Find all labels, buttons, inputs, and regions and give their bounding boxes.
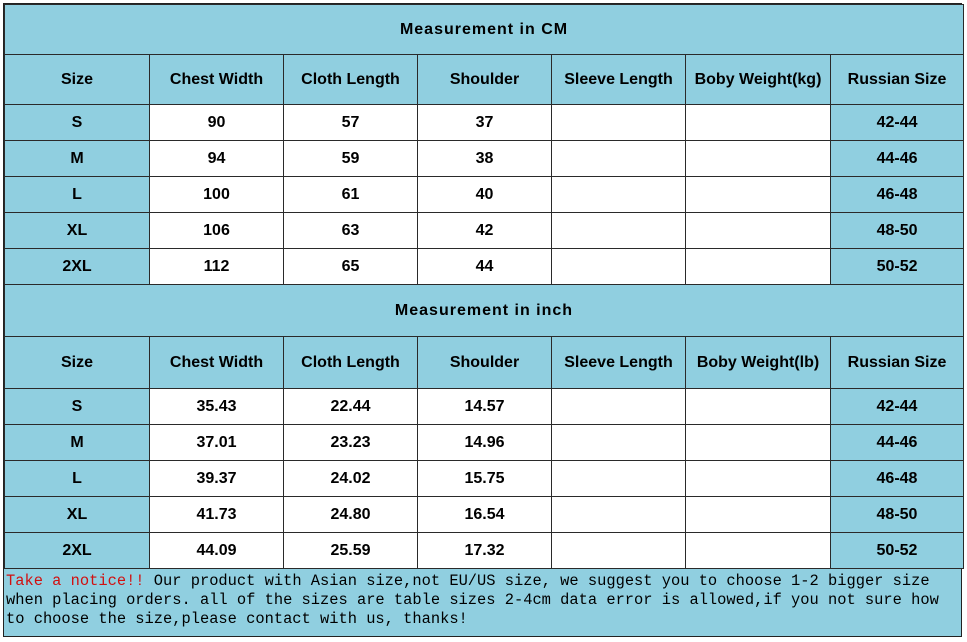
chest-width-cell: 37.01	[150, 425, 284, 461]
russian-size-cell: 44-46	[831, 141, 964, 177]
size-cell: M	[5, 425, 150, 461]
cm-size-table	[4, 4, 964, 285]
header-chest-width: Chest Width	[150, 337, 284, 389]
sleeve-length-cell	[552, 425, 686, 461]
russian-size-cell: 42-44	[831, 105, 964, 141]
sleeve-length-cell	[552, 177, 686, 213]
chest-width-cell: 94	[150, 141, 284, 177]
cm-header-row	[5, 55, 964, 105]
header-russian-size: Russian Size	[831, 55, 964, 105]
body-weight-cell	[686, 141, 831, 177]
body-weight-cell	[686, 497, 831, 533]
header-body-weight: Boby Weight(kg)	[686, 55, 831, 105]
shoulder-cell: 38	[418, 141, 552, 177]
cloth-length-cell: 24.02	[284, 461, 418, 497]
header-size: Size	[5, 337, 150, 389]
cloth-length-cell: 22.44	[284, 389, 418, 425]
cloth-length-cell: 23.23	[284, 425, 418, 461]
russian-size-cell: 46-48	[831, 461, 964, 497]
cloth-length-cell: 65	[284, 249, 418, 285]
russian-size-cell: 50-52	[831, 533, 964, 569]
size-cell: L	[5, 461, 150, 497]
russian-size-cell: 48-50	[831, 497, 964, 533]
body-weight-cell	[686, 213, 831, 249]
russian-size-cell: 48-50	[831, 213, 964, 249]
sleeve-length-cell	[552, 533, 686, 569]
table-row	[5, 425, 964, 461]
body-weight-cell	[686, 389, 831, 425]
header-russian-size: Russian Size	[831, 337, 964, 389]
body-weight-cell	[686, 105, 831, 141]
shoulder-cell: 17.32	[418, 533, 552, 569]
sleeve-length-cell	[552, 249, 686, 285]
cm-table-title: Measurement in CM	[5, 5, 964, 55]
table-row	[5, 141, 964, 177]
sleeve-length-cell	[552, 461, 686, 497]
header-shoulder: Shoulder	[418, 337, 552, 389]
body-weight-cell	[686, 249, 831, 285]
sleeve-length-cell	[552, 105, 686, 141]
cloth-length-cell: 59	[284, 141, 418, 177]
size-cell: S	[5, 105, 150, 141]
sleeve-length-cell	[552, 213, 686, 249]
chest-width-cell: 39.37	[150, 461, 284, 497]
chest-width-cell: 44.09	[150, 533, 284, 569]
cloth-length-cell: 57	[284, 105, 418, 141]
russian-size-cell: 44-46	[831, 425, 964, 461]
chest-width-cell: 112	[150, 249, 284, 285]
sleeve-length-cell	[552, 141, 686, 177]
russian-size-cell: 50-52	[831, 249, 964, 285]
chest-width-cell: 41.73	[150, 497, 284, 533]
chest-width-cell: 106	[150, 213, 284, 249]
cloth-length-cell: 63	[284, 213, 418, 249]
shoulder-cell: 16.54	[418, 497, 552, 533]
chest-width-cell: 100	[150, 177, 284, 213]
table-row	[5, 213, 964, 249]
size-cell: 2XL	[5, 249, 150, 285]
table-row	[5, 105, 964, 141]
size-cell: XL	[5, 497, 150, 533]
sleeve-length-cell	[552, 497, 686, 533]
notice-text: Our product with Asian size,not EU/US size, we suggest you to choose 1-2 bigger size when placing orders. all of the sizes are table sizes 2-4cm data error is allowed,if you not sure how to choose the size,please contact with us, thanks!	[6, 572, 939, 628]
shoulder-cell: 37	[418, 105, 552, 141]
body-weight-cell	[686, 425, 831, 461]
shoulder-cell: 14.96	[418, 425, 552, 461]
shoulder-cell: 42	[418, 213, 552, 249]
body-weight-cell	[686, 177, 831, 213]
size-cell: S	[5, 389, 150, 425]
inch-header-row	[5, 337, 964, 389]
size-cell: M	[5, 141, 150, 177]
table-row	[5, 249, 964, 285]
size-chart-sheet	[3, 3, 962, 637]
notice-label: Take a notice!!	[6, 572, 145, 590]
size-cell: 2XL	[5, 533, 150, 569]
chest-width-cell: 90	[150, 105, 284, 141]
table-row	[5, 389, 964, 425]
header-chest-width: Chest Width	[150, 55, 284, 105]
chest-width-cell: 35.43	[150, 389, 284, 425]
table-row	[5, 533, 964, 569]
table-row	[5, 497, 964, 533]
cloth-length-cell: 61	[284, 177, 418, 213]
table-row	[5, 461, 964, 497]
shoulder-cell: 44	[418, 249, 552, 285]
cloth-length-cell: 24.80	[284, 497, 418, 533]
russian-size-cell: 42-44	[831, 389, 964, 425]
size-cell: XL	[5, 213, 150, 249]
size-notice	[6, 572, 961, 636]
header-body-weight: Boby Weight(lb)	[686, 337, 831, 389]
sleeve-length-cell	[552, 389, 686, 425]
header-sleeve-length: Sleeve Length	[552, 337, 686, 389]
table-row	[5, 177, 964, 213]
size-cell: L	[5, 177, 150, 213]
shoulder-cell: 14.57	[418, 389, 552, 425]
cloth-length-cell: 25.59	[284, 533, 418, 569]
russian-size-cell: 46-48	[831, 177, 964, 213]
header-sleeve-length: Sleeve Length	[552, 55, 686, 105]
header-shoulder: Shoulder	[418, 55, 552, 105]
header-cloth-length: Cloth Length	[284, 337, 418, 389]
header-cloth-length: Cloth Length	[284, 55, 418, 105]
inch-size-table	[4, 284, 964, 569]
shoulder-cell: 15.75	[418, 461, 552, 497]
inch-table-title: Measurement in inch	[5, 285, 964, 337]
header-size: Size	[5, 55, 150, 105]
body-weight-cell	[686, 533, 831, 569]
shoulder-cell: 40	[418, 177, 552, 213]
body-weight-cell	[686, 461, 831, 497]
